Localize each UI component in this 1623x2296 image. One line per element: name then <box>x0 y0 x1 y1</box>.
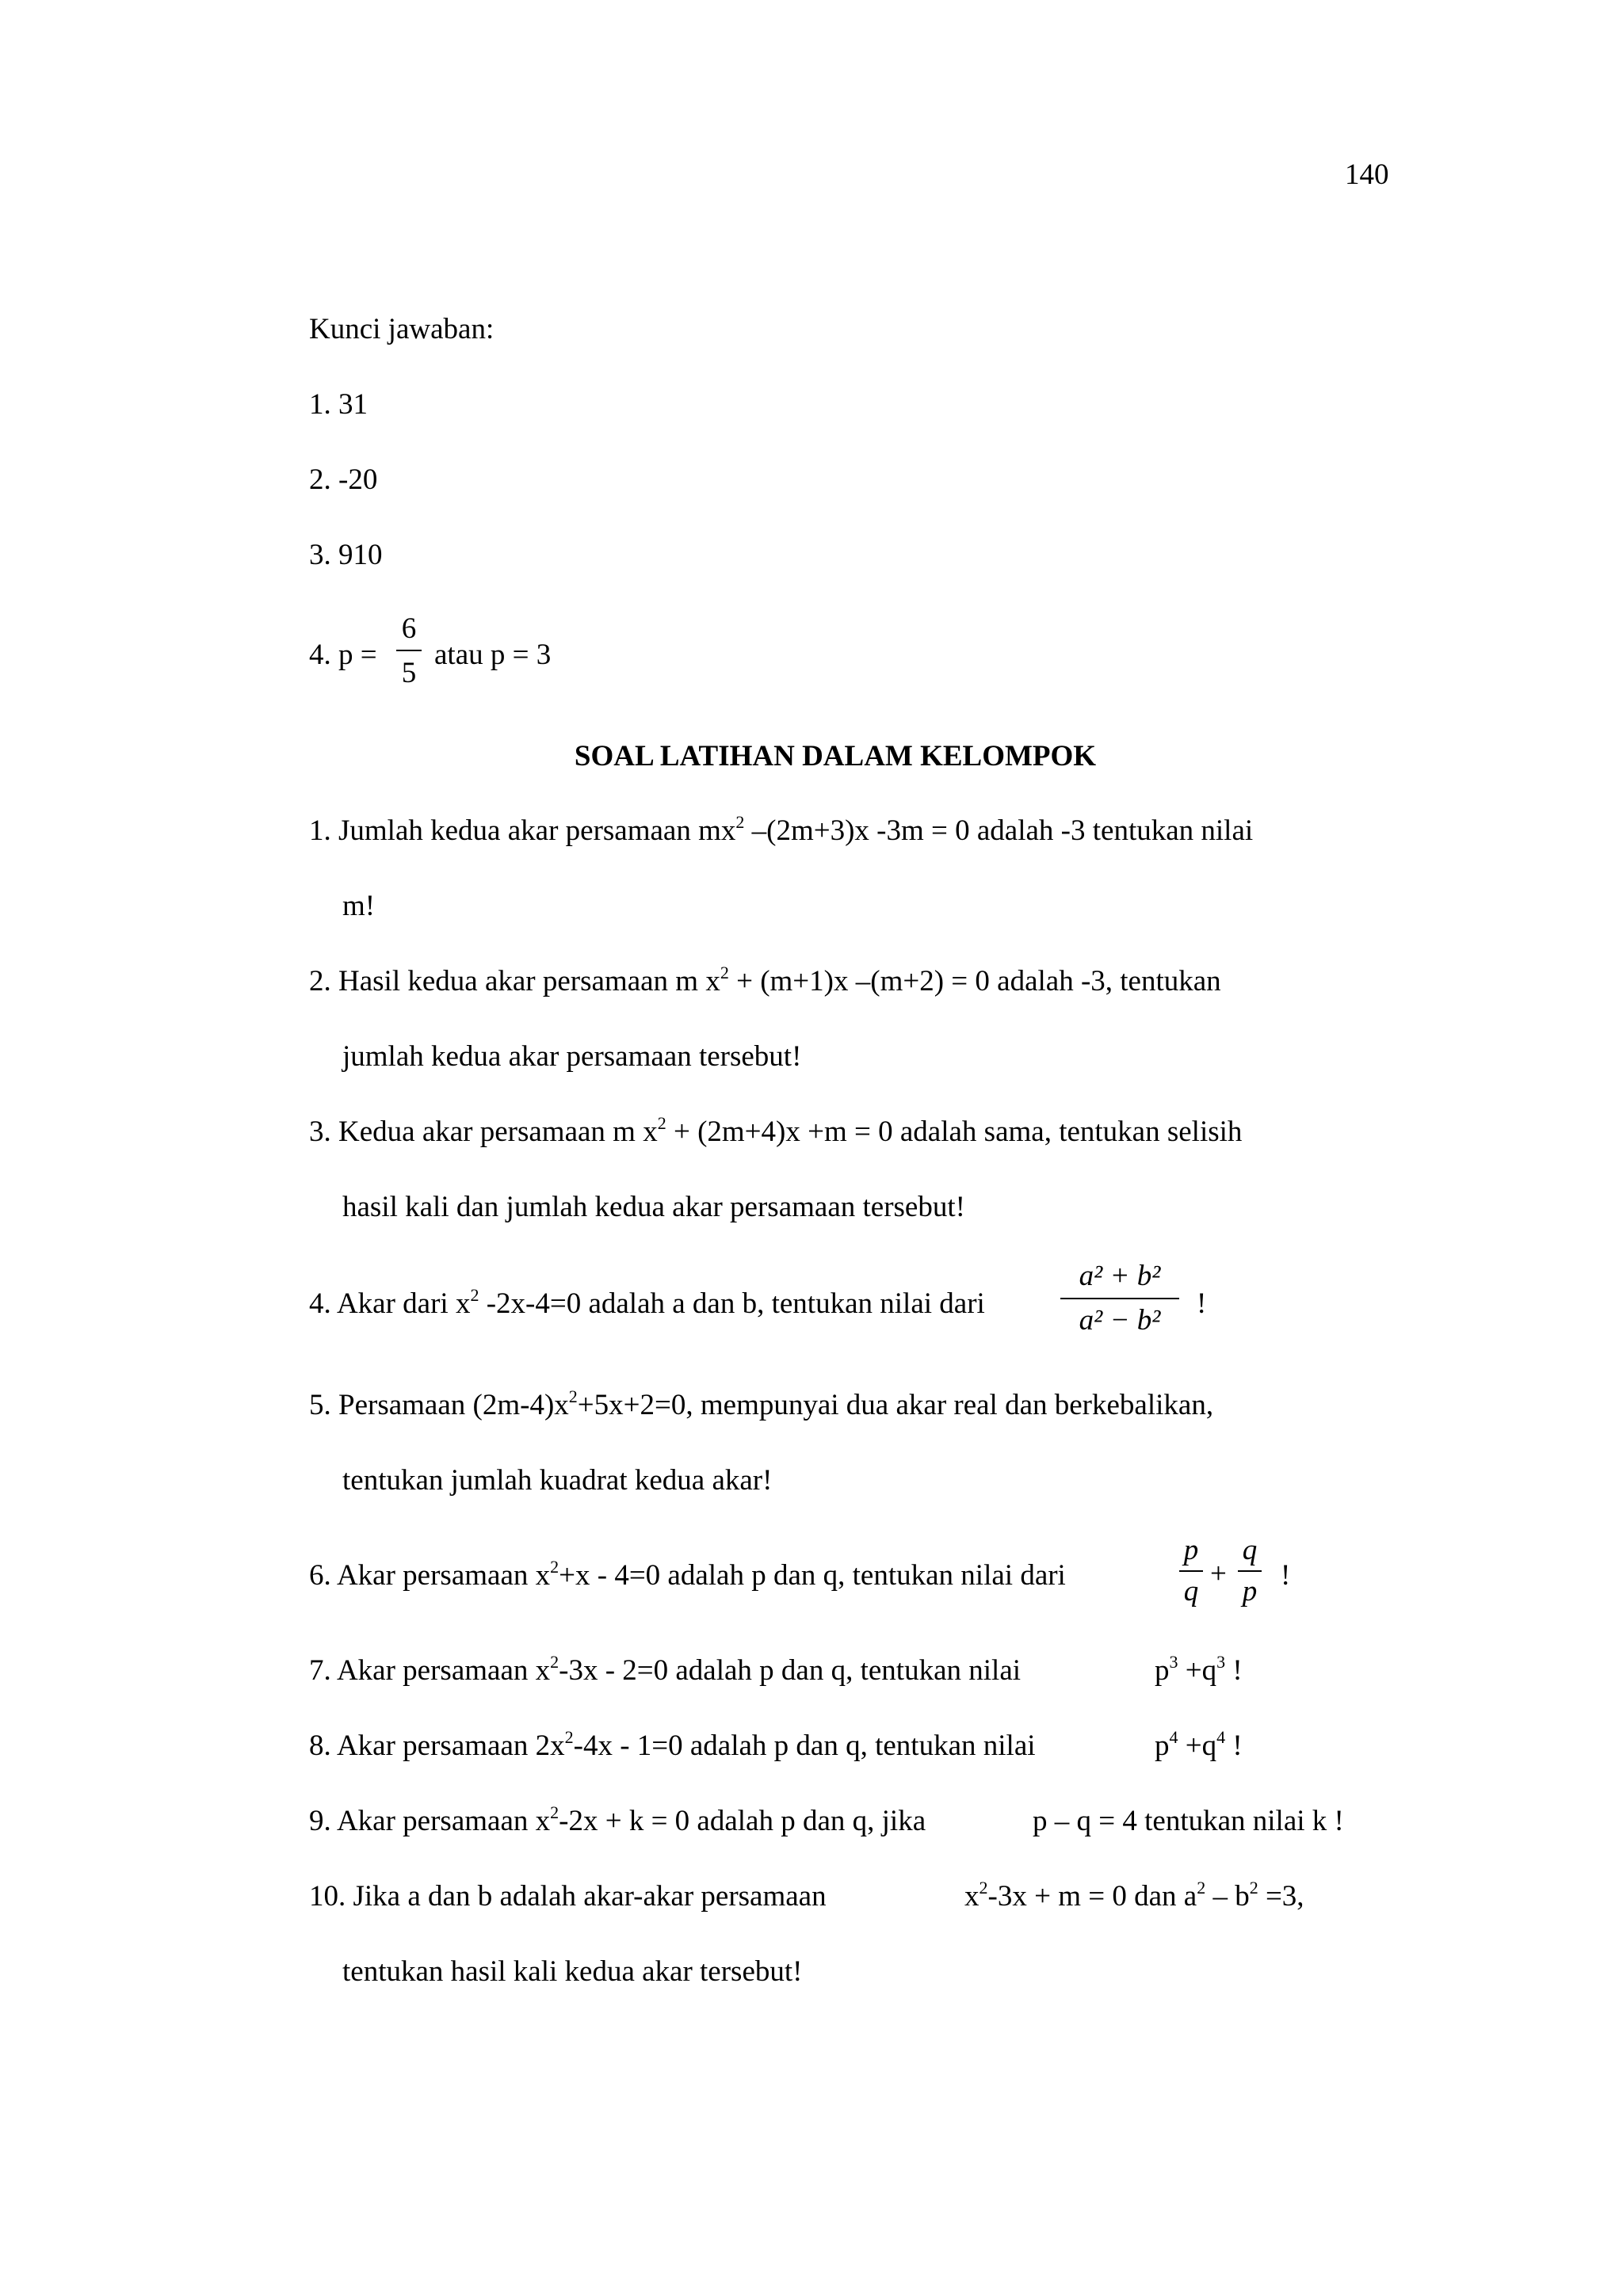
section-title: SOAL LATIHAN DALAM KELOMPOK <box>574 740 1097 772</box>
problem-7 <box>309 1652 1022 1687</box>
answer-item-2: 2. -20 <box>309 463 378 496</box>
answer-item-4-suffix: atau p = 3 <box>434 639 552 671</box>
problem-10-text-e: =3, <box>1258 1880 1304 1913</box>
fraction-numerator: 6 <box>401 612 417 645</box>
problem-7-text-c: p <box>1155 1654 1170 1687</box>
fraction-denominator: p <box>1242 1575 1258 1608</box>
problem-7-text-a: 7. Akar persamaan x <box>309 1654 551 1687</box>
fraction-numerator: p <box>1183 1534 1199 1566</box>
problem-1-line2: m! <box>342 890 376 922</box>
problem-1-text-b: –(2m+3)x -3m = 0 adalah -3 tentukan nilai <box>744 814 1254 847</box>
problem-6-text-b: +x - 4=0 adalah p dan q, tentukan nilai dari <box>559 1559 1066 1592</box>
fraction-denominator: 5 <box>401 657 417 689</box>
problem-4-text-b: -2x-4=0 adalah a dan b, tentukan nilai dari <box>479 1287 985 1320</box>
problem-8-text-a: 8. Akar persamaan 2x <box>309 1730 565 1762</box>
answer-item-3: 3. 910 <box>309 539 383 571</box>
problem-6-fraction-1 <box>1179 1535 1203 1615</box>
problem-1 <box>309 812 1254 847</box>
fraction-bar <box>1179 1570 1203 1572</box>
problem-8-expr <box>1155 1727 1243 1762</box>
fraction-numerator: a² + b² <box>1079 1260 1161 1292</box>
problem-3-sup: 2 <box>657 1113 666 1133</box>
problem-4-sup: 2 <box>470 1285 479 1305</box>
problem-10-sup2: 2 <box>1197 1878 1206 1897</box>
problem-9-text-b: -2x + k = 0 adalah p dan q, jika <box>559 1805 926 1837</box>
problem-5-text-a: 5. Persamaan (2m-4)x <box>309 1389 569 1421</box>
fraction-bar <box>396 650 422 651</box>
problem-6-text-a: 6. Akar persamaan x <box>309 1559 551 1592</box>
problem-10-text-c: -3x + m = 0 dan a <box>987 1880 1197 1913</box>
answer-item-4-prefix: 4. p = <box>309 639 377 671</box>
page-number: 140 <box>1345 158 1389 191</box>
problem-2-line2: jumlah kedua akar persamaan tersebut! <box>342 1040 802 1073</box>
fraction-bar <box>1238 1570 1262 1572</box>
problem-3-text-a: 3. Kedua akar persamaan m x <box>309 1116 658 1148</box>
problem-9 <box>309 1802 926 1837</box>
problem-7-expr <box>1155 1652 1243 1687</box>
problem-4-fraction <box>1060 1261 1179 1341</box>
problem-5 <box>309 1386 1214 1421</box>
problem-6-plus: + <box>1210 1558 1227 1590</box>
problem-3-text-b: + (2m+4)x +m = 0 adalah sama, tentukan selisih <box>666 1116 1243 1148</box>
problem-2-text-a: 2. Hasil kedua akar persamaan m x <box>309 965 720 997</box>
problem-10-line2: tentukan hasil kali kedua akar tersebut! <box>342 1955 803 1988</box>
problem-8 <box>309 1727 1036 1762</box>
problem-7-sup3: 3 <box>1216 1652 1226 1672</box>
problem-8-sup: 2 <box>564 1727 574 1747</box>
problem-7-text-e: ! <box>1225 1654 1243 1687</box>
problem-8-text-d: +q <box>1178 1730 1217 1762</box>
problem-5-line2: tentukan jumlah kuadrat kedua akar! <box>342 1464 773 1497</box>
problem-2-sup: 2 <box>720 963 729 982</box>
problem-6 <box>309 1557 1066 1592</box>
problem-10-expr <box>964 1878 1304 1913</box>
problem-1-sup: 2 <box>735 812 745 832</box>
problem-4-end: ! <box>1197 1287 1207 1320</box>
problem-6-fraction-2 <box>1238 1535 1262 1615</box>
problem-8-text-e: ! <box>1225 1730 1243 1762</box>
problem-10: 10. Jika a dan b adalah akar-akar persamaan <box>309 1880 827 1913</box>
problem-7-sup: 2 <box>550 1652 559 1672</box>
problem-7-text-d: +q <box>1178 1654 1217 1687</box>
fraction-denominator: a² − b² <box>1079 1304 1161 1337</box>
problem-9-sup: 2 <box>550 1802 559 1822</box>
problem-10-sup3: 2 <box>1249 1878 1258 1897</box>
problem-1-text-a: 1. Jumlah kedua akar persamaan mx <box>309 814 736 847</box>
fraction-denominator: q <box>1183 1575 1199 1608</box>
problem-4 <box>309 1285 985 1320</box>
problem-8-sup3: 4 <box>1216 1727 1226 1747</box>
problem-6-end: ! <box>1281 1559 1291 1592</box>
problem-8-sup2: 4 <box>1169 1727 1178 1747</box>
problem-3 <box>309 1113 1243 1148</box>
problem-7-text-b: -3x - 2=0 adalah p dan q, tentukan nilai <box>559 1654 1022 1687</box>
problem-10-text-d: – b <box>1205 1880 1250 1913</box>
answer-item-4-fraction <box>396 614 422 693</box>
problem-9-text-a: 9. Akar persamaan x <box>309 1805 551 1837</box>
problem-3-line2: hasil kali dan jumlah kedua akar persamaan tersebut! <box>342 1191 965 1223</box>
problem-7-sup2: 3 <box>1169 1652 1178 1672</box>
problem-5-sup: 2 <box>568 1386 578 1406</box>
problem-8-text-b: -4x - 1=0 adalah p dan q, tentukan nilai <box>573 1730 1036 1762</box>
problem-10-sup: 2 <box>979 1878 988 1897</box>
answer-item-1: 1. 31 <box>309 388 368 421</box>
problem-10-text-b: x <box>964 1880 980 1913</box>
problem-2-text-b: + (m+1)x –(m+2) = 0 adalah -3, tentukan <box>728 965 1221 997</box>
answer-key-heading: Kunci jawaban: <box>309 313 495 345</box>
fraction-bar <box>1060 1298 1179 1299</box>
problem-2 <box>309 963 1221 997</box>
problem-9-condition: p – q = 4 tentukan nilai k ! <box>1033 1805 1344 1837</box>
problem-4-text-a: 4. Akar dari x <box>309 1287 471 1320</box>
problem-6-sup: 2 <box>550 1557 559 1577</box>
problem-5-text-b: +5x+2=0, mempunyai dua akar real dan berkebalikan, <box>577 1389 1214 1421</box>
fraction-numerator: q <box>1242 1534 1258 1566</box>
problem-8-text-c: p <box>1155 1730 1170 1762</box>
